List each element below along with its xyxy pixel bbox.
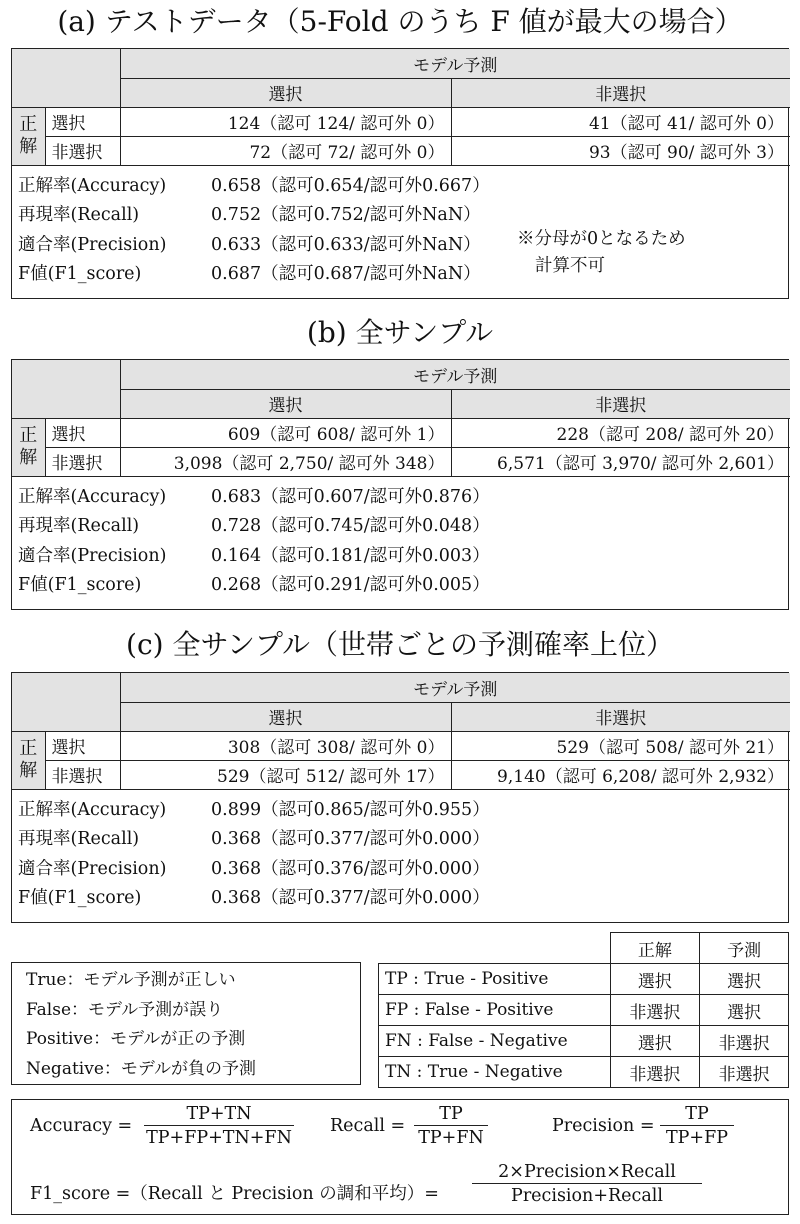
recall-denominator: TP+FN (418, 1128, 484, 1148)
col-label-select: 選択 (120, 702, 451, 731)
definition-truth: 非選択 (610, 995, 700, 1026)
truth-group-label: 正解 (12, 731, 45, 789)
row-label-nonselect: 非選択 (45, 136, 120, 165)
metric-row (18, 512, 788, 542)
metric-name: 再現率(Recall) (18, 829, 140, 849)
panel-c (11, 672, 789, 923)
recall-fraction (414, 1104, 488, 1148)
metric-name: 適合率(Precision) (18, 545, 167, 566)
cell-tn: 93（認可 90/ 認可外 3） (451, 136, 790, 165)
cell-tn: 6,571（認可 3,970/ 認可外 2,601） (451, 447, 790, 476)
metric-name: 正解率(Accuracy) (18, 799, 167, 820)
metric-value: 0.368（認可0.376/認可外0.000） (211, 858, 490, 879)
cell-fn: 228（認可 208/ 認可外 20） (451, 418, 790, 447)
col-label-nonselect: 非選択 (451, 702, 790, 731)
definition-pred: 非選択 (700, 1026, 789, 1057)
cell-fp: 3,098（認可 2,750/ 認可外 348） (120, 447, 451, 476)
row-label-nonselect: 非選択 (45, 447, 120, 476)
metric-value: 0.752（認可0.752/認可外NaN） (211, 205, 481, 225)
metric-name: F値(F1_score) (18, 264, 142, 284)
metric-row (18, 542, 788, 572)
f1-numerator: 2×Precision×Recall (472, 1162, 702, 1184)
row-label-select: 選択 (45, 731, 120, 760)
accuracy-fraction (144, 1104, 294, 1148)
row-label-nonselect: 非選択 (45, 760, 120, 789)
metric-value: 0.368（認可0.377/認可外0.000） (211, 888, 490, 908)
definition-pred: 非選択 (700, 1057, 789, 1088)
col-label-nonselect: 非選択 (451, 389, 790, 418)
metric-row (18, 483, 788, 513)
matrix-corner (12, 360, 120, 418)
glossary-item: Positive：モデルが正の予測 (26, 1029, 246, 1049)
col-label-nonselect: 非選択 (451, 78, 790, 107)
metric-value: 0.658（認可0.654/認可外0.667） (211, 175, 490, 196)
col-label-select: 選択 (120, 78, 451, 107)
metric-name: 正解率(Accuracy) (18, 486, 167, 507)
definitions-header-pred: 予測 (700, 933, 789, 964)
definition-label: FN : False - Negative (379, 1026, 611, 1057)
definition-truth: 選択 (610, 964, 700, 995)
glossary-item: Negative：モデルが負の予測 (26, 1058, 257, 1079)
precision-denominator: TP+FP (665, 1128, 729, 1148)
definition-label: FP : False - Positive (379, 995, 611, 1026)
metric-name: F値(F1_score) (18, 575, 142, 595)
metric-value: 0.368（認可0.377/認可外0.000） (211, 829, 490, 849)
accuracy-denominator: TP+FP+TN+FN (146, 1128, 292, 1148)
note-line: ※分母が0となるため (517, 228, 686, 249)
confusion-matrix-a (12, 49, 790, 166)
confusion-matrix-b (12, 360, 790, 477)
accuracy-numerator: TP+TN (144, 1104, 294, 1126)
metric-row (18, 884, 788, 914)
metric-name: F値(F1_score) (18, 888, 142, 908)
metrics-a (12, 166, 788, 298)
truth-group-label: 正解 (12, 107, 45, 165)
metric-value: 0.687（認可0.687/認可外NaN） (211, 264, 481, 284)
metric-value: 0.899（認可0.865/認可外0.955） (211, 799, 490, 820)
definition-label: TN : True - Negative (379, 1057, 611, 1088)
metric-value: 0.633（認可0.633/認可外NaN） (211, 234, 481, 255)
glossary-item: True：モデル予測が正しい (26, 970, 236, 990)
f1-denominator: Precision+Recall (511, 1186, 663, 1206)
cell-tp: 308（認可 308/ 認可外 0） (120, 731, 451, 760)
confusion-matrix-c (12, 673, 790, 790)
cell-fn: 41（認可 41/ 認可外 0） (451, 107, 790, 136)
metric-name: 適合率(Precision) (18, 858, 167, 879)
matrix-corner (12, 673, 120, 731)
definition-pred: 選択 (700, 964, 789, 995)
recall-numerator: TP (414, 1104, 488, 1126)
definition-truth: 非選択 (610, 1057, 700, 1088)
col-label-select: 選択 (120, 389, 451, 418)
definition-truth: 選択 (610, 1026, 700, 1057)
metric-value: 0.683（認可0.607/認可外0.876） (211, 486, 490, 507)
recall-lhs: Recall = (330, 1116, 406, 1136)
panel-b-title: (b) 全サンプル (306, 316, 494, 349)
accuracy-lhs: Accuracy = (30, 1116, 133, 1136)
panel-b (11, 359, 789, 610)
metric-name: 適合率(Precision) (18, 234, 167, 255)
cell-fn: 529（認可 508/ 認可外 21） (451, 731, 790, 760)
metric-row (18, 571, 788, 601)
metric-value: 0.728（認可0.745/認可外0.048） (211, 516, 490, 536)
metric-row (18, 172, 788, 202)
metric-row (18, 855, 788, 885)
cell-tp: 609（認可 608/ 認可外 1） (120, 418, 451, 447)
note-line: 計算不可 (535, 255, 605, 276)
formulas-box (11, 1099, 789, 1215)
row-label-select: 選択 (45, 107, 120, 136)
matrix-corner (12, 49, 120, 107)
cell-fp: 72（認可 72/ 認可外 0） (120, 136, 451, 165)
panel-c-title: (c) 全サンプル（世帯ごとの予測確率上位） (126, 628, 674, 661)
panel-a-title: (a) テストデータ（5-Fold のうち F 値が最大の場合） (57, 5, 743, 38)
cell-tp: 124（認可 124/ 認可外 0） (120, 107, 451, 136)
f1-lhs: F1_score =（Recall と Precision の調和平均）= (30, 1184, 439, 1204)
row-label-select: 選択 (45, 418, 120, 447)
model-prediction-header: モデル予測 (120, 673, 790, 702)
definition-label: TP : True - Positive (379, 964, 611, 995)
metric-name: 正解率(Accuracy) (18, 175, 167, 196)
glossary-box (11, 962, 361, 1085)
precision-lhs: Precision = (552, 1116, 655, 1136)
metrics-b (12, 477, 788, 609)
definitions-header-truth: 正解 (610, 933, 700, 964)
nan-note (517, 226, 686, 280)
metric-name: 再現率(Recall) (18, 516, 140, 536)
metric-row (18, 796, 788, 826)
glossary-item: False：モデル予測が誤り (26, 999, 224, 1020)
truth-group-label: 正解 (12, 418, 45, 476)
f1-fraction (472, 1162, 702, 1206)
definition-pred: 選択 (700, 995, 789, 1026)
cell-fp: 529（認可 512/ 認可外 17） (120, 760, 451, 789)
definitions-table (378, 932, 789, 1088)
precision-fraction (660, 1104, 734, 1148)
metrics-c (12, 790, 788, 922)
panel-a (11, 48, 789, 299)
metric-value: 0.164（認可0.181/認可外0.003） (211, 545, 490, 566)
definitions-corner (379, 933, 611, 964)
metric-row (18, 825, 788, 855)
metric-name: 再現率(Recall) (18, 205, 140, 225)
precision-numerator: TP (660, 1104, 734, 1126)
cell-tn: 9,140（認可 6,208/ 認可外 2,932） (451, 760, 790, 789)
model-prediction-header: モデル予測 (120, 49, 790, 78)
metric-value: 0.268（認可0.291/認可外0.005） (211, 575, 490, 595)
model-prediction-header: モデル予測 (120, 360, 790, 389)
